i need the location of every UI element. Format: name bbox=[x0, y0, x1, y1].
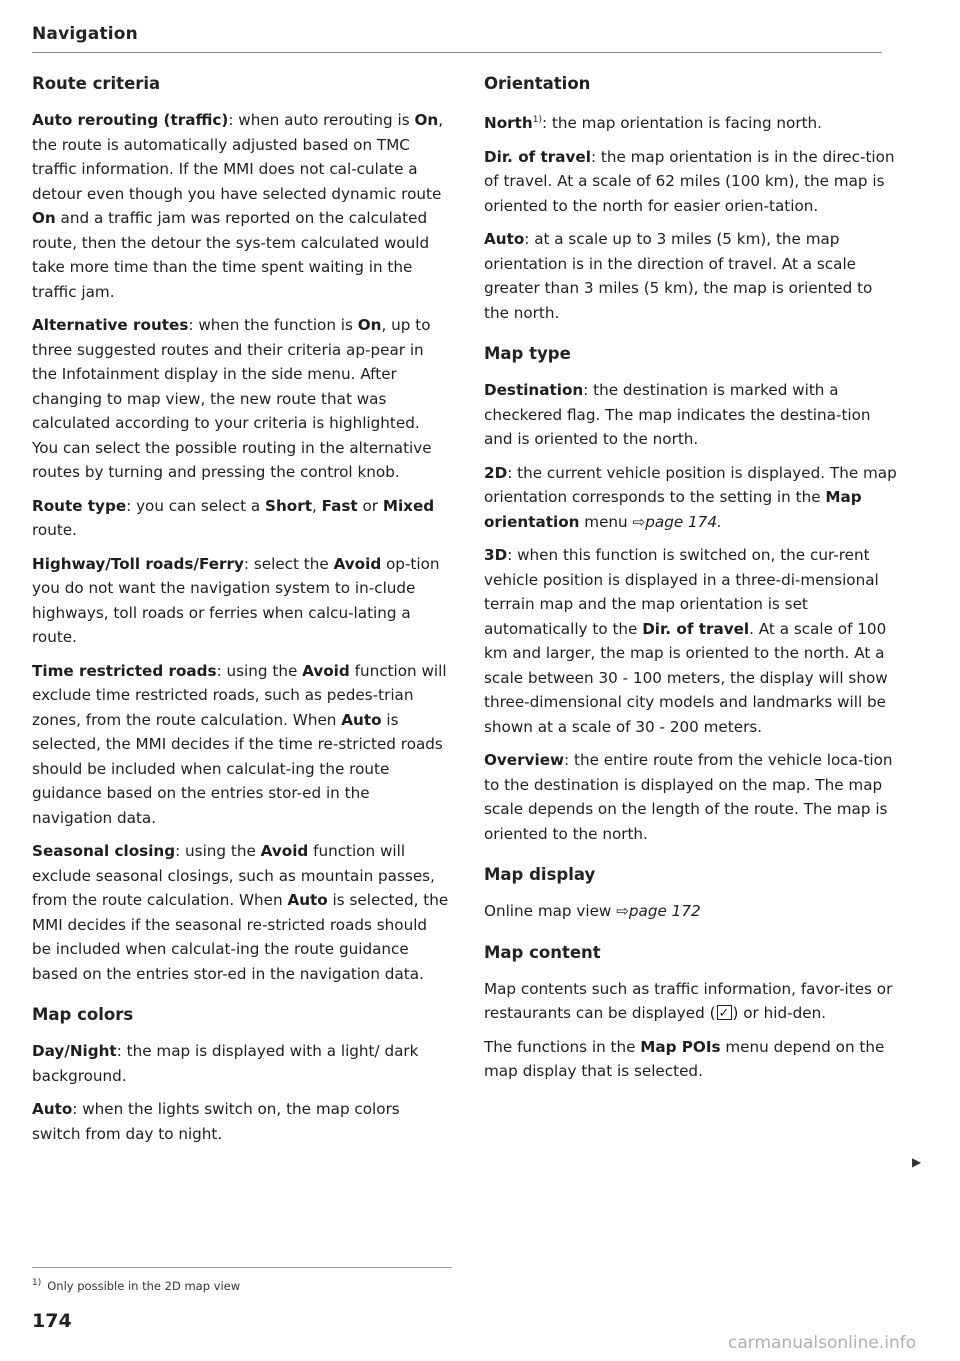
para-map-contents: Map contents such as traffic information, favor-ites or restaurants can be displayed (✓ ) or hid-den. bbox=[484, 977, 902, 1026]
heading-map-type: Map type bbox=[484, 344, 571, 364]
heading-orientation: Orientation bbox=[484, 74, 591, 93]
checkbox-checked-icon bbox=[717, 1005, 732, 1020]
page-reference-link[interactable]: ⇨page 172 bbox=[616, 902, 701, 921]
heading-map-colors: Map colors bbox=[32, 1005, 134, 1024]
watermark: carmanualsonline.info bbox=[728, 1333, 917, 1353]
para-route-type: Route type: you can select a Short, Fast or Mixed route. bbox=[32, 496, 435, 539]
para-auto-rerouting: Auto rerouting (traffic): when auto rerouting is On, the route is automatically adjusted based on TMC traffic information. If the MMI does not cal-culate a detour even though you have selected dynamic route On and a traffic jam was reported on the calculated route, then the detour the sys-tem calculated would take more time than the time spent waiting in the traffic jam. bbox=[32, 111, 444, 301]
para-3d: 3D: when this function is switched on, the cur-rent vehicle position is displayed in a three-di-mensional terrain map and the map orientation is set automatically to the Dir. of travel. At a scale of 100 km and larger, the map is oriented to the north. At a scale between 30 - 100 meters, the display will show three-dimensional city models and landmarks will be shown at a scale of 30 - 200 meters. bbox=[484, 546, 888, 736]
para-auto-orientation: Auto: at a scale up to 3 miles (5 km), the map orientation is in the direction of travel. At a scale greater than 3 miles (5 km), the map is oriented to the north. bbox=[484, 230, 873, 322]
heading-route-criteria: Route criteria bbox=[32, 74, 161, 93]
section-title: Navigation bbox=[32, 24, 138, 44]
para-map-pois: The functions in the Map POIs menu depend on the map display that is selected. bbox=[484, 1037, 885, 1081]
para-day-night: Day/Night: the map is displayed with a light/ dark background. bbox=[32, 1042, 419, 1085]
right-column bbox=[484, 72, 902, 1093]
footnote-rule bbox=[32, 1267, 452, 1268]
para-alternative-routes: Alternative routes: when the function is On, up to three suggested routes and their criteria ap-pear in the Infotainment display in the side menu. After changing to map view, the new route that was calculated according to your criteria is highlighted. You can select the possible routing in the alternative routes by turning and pressing the control knob. bbox=[32, 316, 432, 481]
para-overview: Overview: the entire route from the vehicle loca-tion to the destination is displayed on the map. The map scale depends on the length of the route. The map is oriented to the north. bbox=[484, 751, 893, 843]
para-highway-toll-ferry: Highway/Toll roads/Ferry: select the Avoid op-tion you do not want the navigation system to in-clude highways, toll roads or ferries when calcu-lating a route. bbox=[32, 554, 440, 646]
footnote: $^{1)}$ Only possible in the 2D map view bbox=[32, 1278, 241, 1293]
header-rule bbox=[32, 52, 882, 53]
heading-map-display: Map display bbox=[484, 865, 596, 885]
page-header bbox=[32, 24, 882, 44]
para-seasonal-closing: Seasonal closing: using the Avoid function will exclude seasonal closings, such as mountain passes, from the route calculation. When Auto is selected, the MMI decides if the seasonal re-stricted roads should be included when calculat-ing the route guidance based on the entries stor-ed in the navigation data. bbox=[32, 842, 449, 983]
para-destination: Destination: the destination is marked with a checkered flag. The map indicates the destina-tion and is oriented to the north. bbox=[484, 381, 871, 449]
para-online-map-view: Online map view ⇨page 172 bbox=[484, 902, 701, 921]
para-time-restricted-roads: Time restricted roads: using the Avoid function will exclude time restricted roads, such as pedes-trian zones, from the route calculation. When Auto is selected, the MMI decides if the time re-stricted roads should be included when calculat-ing the route guidance based on the entries stor-ed in the navigation data. bbox=[32, 661, 447, 827]
left-column bbox=[32, 72, 450, 1155]
para-dir-of-travel: Dir. of travel: the map orientation is in the direc-tion of travel. At a scale of 62 miles (100 km), the map is oriented to the north for easier orien-tation. bbox=[484, 147, 895, 215]
page-number: 174 bbox=[32, 1310, 72, 1332]
page-reference-link[interactable]: ⇨page 174. bbox=[632, 512, 722, 531]
para-north: North$^{1)}$: the map orientation is facing north. bbox=[484, 114, 822, 133]
para-auto-colors: Auto: when the lights switch on, the map colors switch from day to night. bbox=[32, 1100, 400, 1143]
para-2d: 2D: the current vehicle position is displayed. The map orientation corresponds to the setting in the Map orientation menu ⇨page 174. bbox=[484, 463, 897, 531]
heading-map-content: Map content bbox=[484, 942, 601, 962]
continue-arrow-icon: ▶ bbox=[912, 1155, 922, 1169]
